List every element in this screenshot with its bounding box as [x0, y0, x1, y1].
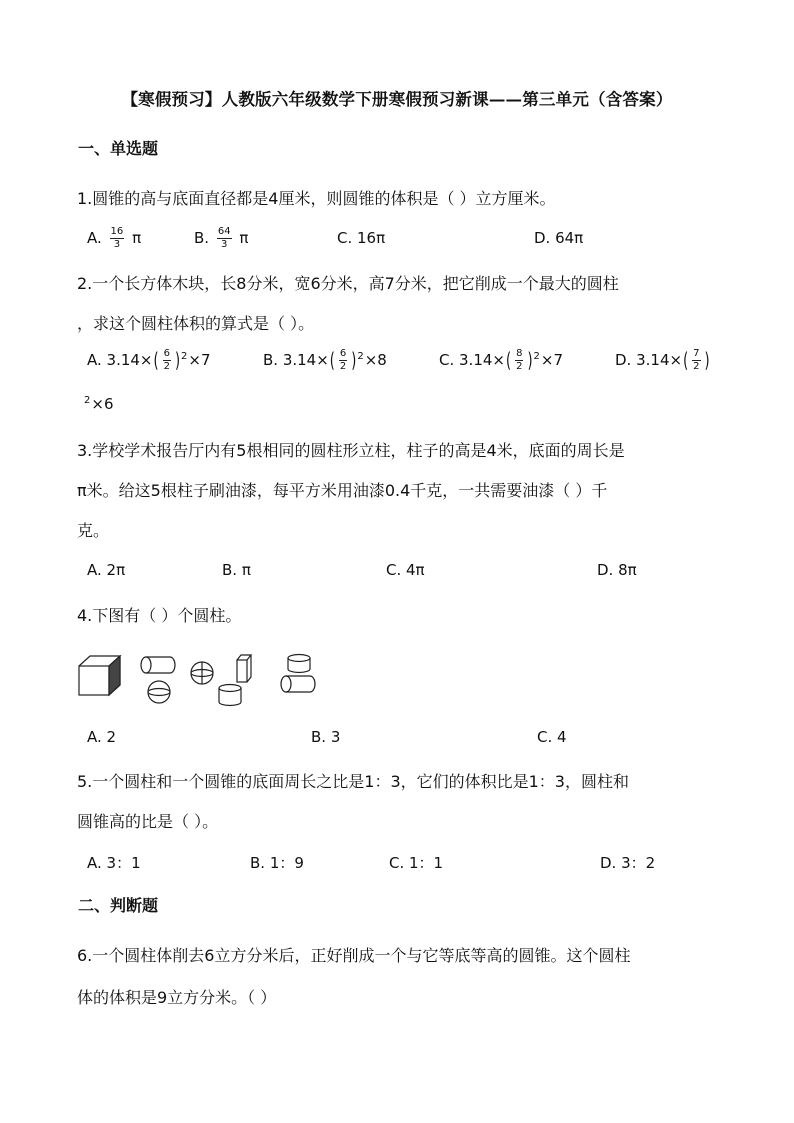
prism-shape — [237, 655, 251, 682]
question-6-stem-line-2: 体的体积是9立方分米。（ ） — [77, 988, 277, 1007]
section-heading-true-false: 二、判断题 — [78, 896, 159, 915]
question-5-option-d: D. 3：2 — [600, 854, 656, 872]
question-3-option-d: D. 8π — [597, 561, 637, 579]
fraction: $\frac{8}{2}$ — [516, 348, 523, 372]
question-6-stem-line-1: 6.一个圆柱体削去6立方分米后，正好削成一个与它等底等高的圆锥。这个圆柱 — [77, 946, 631, 965]
question-4-figure — [74, 648, 324, 710]
question-2-option-d: D. 3.14×( $\frac{7}{2}$ ) — [615, 348, 710, 374]
question-3-option-c: C. 4π — [386, 561, 425, 579]
question-4-option-b: B. 3 — [311, 728, 341, 746]
cube-shape — [79, 656, 120, 695]
sphere-shape — [148, 681, 170, 703]
question-2-stem-line-1: 2.一个长方体木块，长8分米，宽6分米，高7分米，把它削成一个最大的圆柱 — [77, 274, 619, 293]
fraction: $\frac{16}{3}$ — [110, 226, 124, 250]
question-3-stem-line-3: 克。 — [77, 521, 110, 540]
question-2-option-c: C. 3.14×( $\frac{8}{2}$ )$^2$×7 — [439, 348, 564, 374]
question-1-option-c: C. 16π — [337, 229, 386, 247]
fraction: $\frac{6}{2}$ — [163, 348, 170, 372]
question-1-option-b: B. $\frac{64}{3}$ π — [194, 226, 249, 250]
question-5-option-c: C. 1：1 — [389, 854, 444, 872]
fraction: $\frac{6}{2}$ — [339, 348, 347, 372]
sphere-shape — [191, 662, 213, 684]
question-5-option-a: A. 3：1 — [87, 854, 141, 872]
question-1-stem: 1.圆锥的高与底面直径都是4厘米，则圆锥的体积是（ ）立方厘米。 — [77, 189, 556, 208]
question-3-stem-line-2: π米。给这5根柱子刷油漆，每平方米用油漆0.4千克，一共需要油漆（ ）千 — [77, 481, 608, 500]
question-2-option-d-wrap: $^2$×6 — [84, 395, 114, 413]
question-1-option-a: A. $\frac{16}{3}$ π — [87, 226, 142, 250]
fraction: $\frac{7}{2}$ — [693, 348, 700, 372]
document-title: 【寒假预习】人教版六年级数学下册寒假预习新课——第三单元（含答案） — [121, 90, 673, 109]
cylinder-shape — [288, 655, 310, 673]
question-5-option-b: B. 1：9 — [250, 854, 304, 872]
question-4-stem: 4.下图有（ ）个圆柱。 — [77, 606, 242, 625]
question-3-option-b: B. π — [222, 561, 251, 579]
question-3-option-a: A. 2π — [87, 561, 126, 579]
question-4-option-c: C. 4 — [537, 728, 567, 746]
question-3-stem-line-1: 3.学校学术报告厅内有5根相同的圆柱形立柱，柱子的高是4米，底面的周长是 — [77, 441, 625, 460]
question-2-stem-line-2: ，求这个圆柱体积的算式是（ ）。 — [77, 314, 315, 333]
question-4-option-a: A. 2 — [87, 728, 117, 746]
section-heading-single-choice: 一、单选题 — [78, 139, 159, 158]
question-2-option-a: A. 3.14×( $\frac{6}{2}$ )$^2$×7 — [87, 348, 211, 374]
question-2-option-b: B. 3.14×( $\frac{6}{2}$ )$^2$×8 — [263, 348, 387, 374]
question-1-option-d: D. 64π — [534, 229, 584, 247]
cylinder-shape — [141, 657, 175, 673]
question-5-stem-line-1: 5.一个圆柱和一个圆锥的底面周长之比是1：3，它们的体积比是1：3，圆柱和 — [77, 772, 629, 791]
question-5-stem-line-2: 圆锥高的比是（ ）。 — [77, 812, 219, 831]
cylinder-shape — [281, 676, 315, 692]
fraction: $\frac{64}{3}$ — [217, 226, 231, 250]
cylinder-shape — [219, 685, 241, 706]
